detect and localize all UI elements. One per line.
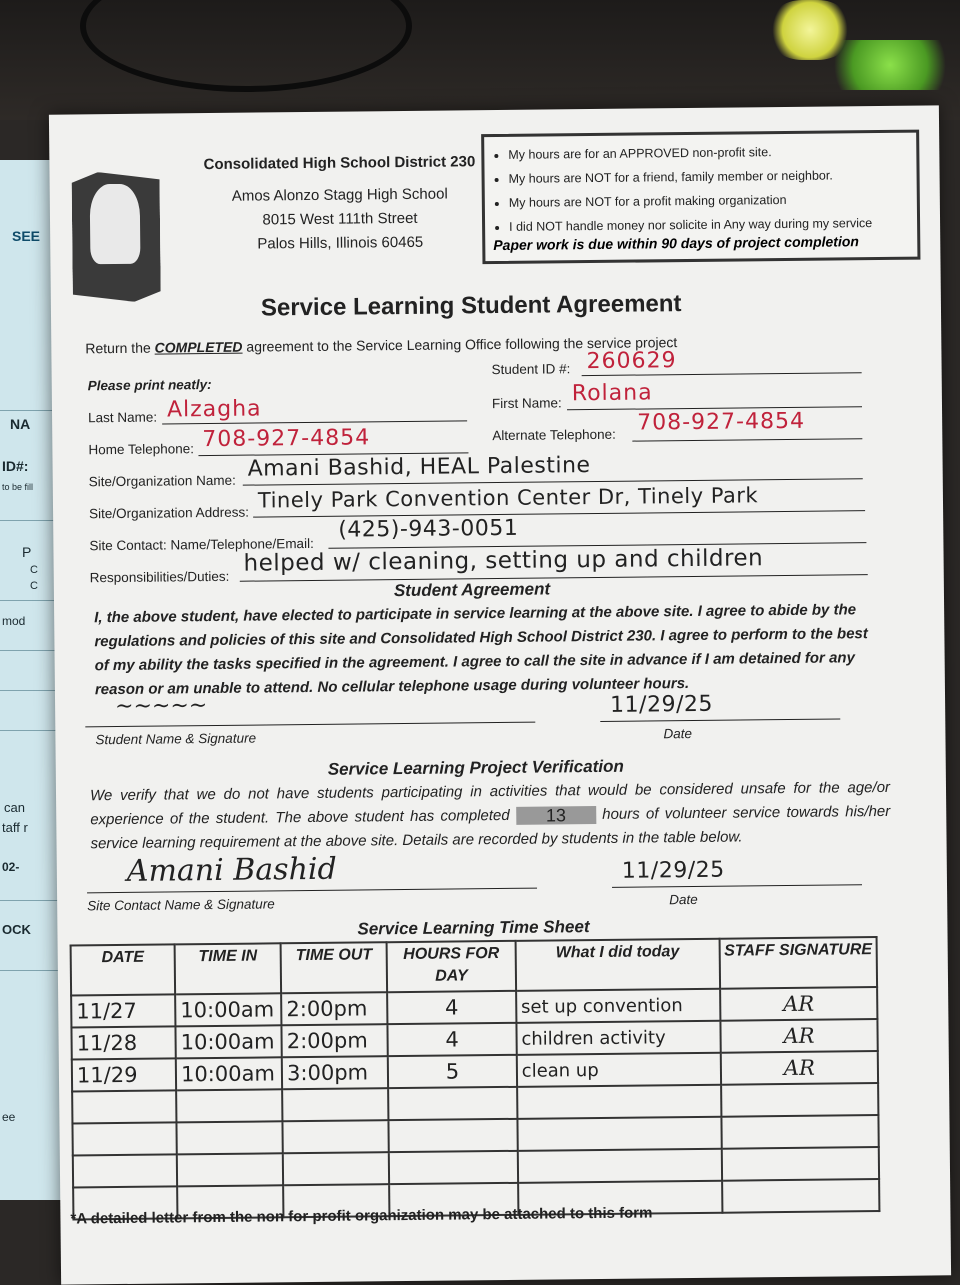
- site-contact-value[interactable]: (425)-943-0051: [338, 515, 519, 543]
- site-contact-date-label: Date: [669, 891, 698, 908]
- side-text: can: [4, 800, 25, 815]
- header-time-in: TIME IN: [175, 943, 282, 994]
- cell-staff-signature[interactable]: AR: [721, 1051, 878, 1085]
- verification-text: We verify that we do not have students participating in activities that would be considered unsafe for the age/or experience of the student. The above student has completed 13 hours of volunteer service towards his/her service learning requirement at the above site. Details are recorded by students in the table below.: [89, 778, 891, 853]
- school-name: Amos Alonzo Stagg High School: [231, 185, 448, 205]
- cell-time-out[interactable]: [283, 1120, 389, 1153]
- district-name: Consolidated High School District 230: [203, 153, 476, 174]
- header-time-out: TIME OUT: [281, 942, 388, 993]
- cell-date[interactable]: [73, 1154, 177, 1187]
- cell-activity[interactable]: [518, 1149, 722, 1183]
- school-street: 8015 West 111th Street: [262, 209, 418, 229]
- cell-activity[interactable]: [517, 1085, 721, 1119]
- duties-value[interactable]: helped w/ cleaning, setting up and children: [243, 545, 764, 577]
- footnote: *A detailed letter from the non for profit organization may be attached to this form: [70, 1204, 653, 1228]
- site-contact-label: Site Contact: Name/Telephone/Email:: [89, 535, 314, 554]
- cell-time-out[interactable]: [282, 1088, 388, 1121]
- duties-label: Responsibilities/Duties:: [89, 568, 230, 586]
- cell-hours[interactable]: [389, 1119, 518, 1152]
- cell-time-out[interactable]: 2:00pm: [282, 1024, 388, 1057]
- cell-staff-signature[interactable]: AR: [720, 987, 877, 1021]
- side-text: P: [22, 544, 32, 560]
- checklist-item: • My hours are NOT for a profit making organization: [509, 187, 917, 215]
- cell-time-in[interactable]: [177, 1153, 283, 1186]
- cell-staff-signature[interactable]: [721, 1115, 878, 1149]
- side-text: C: [30, 580, 38, 592]
- cell-date[interactable]: 11/28: [71, 1026, 175, 1059]
- form-title: Service Learning Student Agreement: [260, 290, 682, 322]
- print-neatly-label: Please print neatly:: [87, 377, 212, 394]
- alternate-telephone-value[interactable]: 708-927-4854: [637, 408, 806, 436]
- student-date-label: Date: [663, 725, 693, 742]
- hours-completed-value[interactable]: 13: [516, 806, 596, 825]
- side-text: mod: [2, 614, 26, 628]
- site-name-value[interactable]: Amani Bashid, HEAL Palestine: [247, 453, 591, 482]
- cell-staff-signature[interactable]: [721, 1083, 878, 1117]
- verification-title: Service Learning Project Verification: [327, 756, 624, 779]
- cell-time-in[interactable]: [176, 1089, 282, 1122]
- due-note: Paper work is due within 90 days of project completion: [493, 233, 859, 254]
- mustang-icon: [90, 184, 141, 265]
- side-text: C: [30, 564, 38, 576]
- cell-staff-signature[interactable]: AR: [720, 1019, 877, 1053]
- cell-time-out[interactable]: [283, 1152, 389, 1185]
- cell-date[interactable]: 11/29: [72, 1058, 176, 1091]
- site-name-label: Site/Organization Name:: [88, 472, 236, 490]
- side-text: ID#:: [2, 458, 29, 474]
- first-name-value[interactable]: Rolana: [571, 380, 653, 407]
- header-activity: What I did today: [515, 939, 720, 991]
- side-text: taff r: [2, 820, 28, 835]
- student-id-label: Student ID #:: [491, 361, 571, 378]
- student-id-value[interactable]: 260629: [586, 348, 677, 375]
- site-contact-signature: Amani Bashid: [126, 851, 337, 889]
- cell-time-in[interactable]: 10:00am: [176, 1057, 282, 1090]
- cell-time-in[interactable]: [177, 1121, 283, 1154]
- header-staff-signature: STAFF SIGNATURE: [719, 937, 877, 989]
- site-contact-signature-label: Site Contact Name & Signature: [87, 896, 275, 914]
- timesheet-table: [70, 936, 881, 1220]
- student-signature-label: Student Name & Signature: [95, 730, 257, 748]
- side-text: SEE: [12, 228, 41, 244]
- cell-time-out[interactable]: 2:00pm: [281, 992, 387, 1025]
- timesheet-title: Service Learning Time Sheet: [357, 917, 590, 939]
- cell-hours[interactable]: [389, 1151, 518, 1184]
- side-text: 02-: [2, 860, 20, 874]
- cell-staff-signature[interactable]: [722, 1147, 879, 1181]
- school-city: Palos Hills, Illinois 60465: [257, 233, 424, 253]
- cell-activity[interactable]: children activity: [516, 1021, 720, 1055]
- cell-staff-signature[interactable]: [722, 1179, 879, 1213]
- checklist-box: [481, 130, 920, 265]
- cell-activity[interactable]: clean up: [517, 1053, 721, 1087]
- cell-date[interactable]: [72, 1122, 176, 1155]
- checklist-item: • I did NOT handle money nor solicite in Any way during my service: [509, 211, 917, 239]
- site-contact-date-value[interactable]: 11/29/25: [621, 857, 725, 884]
- cell-date[interactable]: 11/27: [71, 994, 175, 1027]
- side-text: ee: [2, 1110, 16, 1124]
- cell-activity[interactable]: [517, 1117, 721, 1151]
- site-address-label: Site/Organization Address:: [89, 504, 249, 522]
- student-agreement-text: I, the above student, have elected to participate in service learning at the above site. I agree to abide by the regulations and policies of this site and Consolidated High School District 230. I agree to perform to the best of my ability the tasks specified in the agreement. I agree to call the site in advance if I am detained for any reason or am unable to attend. No cellular telephone usage during volunteer hours.: [94, 601, 868, 699]
- first-name-label: First Name:: [491, 395, 562, 412]
- header-hours: HOURS FOR DAY: [387, 941, 516, 992]
- cell-date[interactable]: [72, 1090, 176, 1123]
- cell-time-in[interactable]: 10:00am: [175, 993, 281, 1026]
- cell-hours[interactable]: 4: [387, 991, 516, 1024]
- school-address: [199, 150, 480, 257]
- header-date: DATE: [71, 944, 176, 995]
- student-date-value[interactable]: 11/29/25: [609, 691, 714, 718]
- side-text: to be fill: [2, 482, 34, 492]
- site-address-value[interactable]: Tinely Park Convention Center Dr, Tinely Park: [257, 483, 759, 513]
- side-text: OCK: [2, 922, 31, 937]
- light-bulb-green: [820, 40, 960, 90]
- last-name-label: Last Name:: [87, 409, 158, 426]
- checklist-item: • My hours are for an APPROVED non-profit site.: [508, 139, 916, 167]
- cell-hours[interactable]: 5: [388, 1055, 517, 1088]
- home-telephone-value[interactable]: 708-927-4854: [202, 425, 371, 453]
- cell-time-out[interactable]: 3:00pm: [282, 1056, 388, 1089]
- cell-hours[interactable]: [388, 1087, 517, 1120]
- student-agreement-title: Student Agreement: [393, 579, 551, 601]
- student-signature: ~~~~~: [114, 693, 208, 720]
- last-name-value[interactable]: Alzagha: [166, 396, 262, 423]
- checklist-item: • My hours are NOT for a friend, family member or neighbor.: [508, 163, 916, 191]
- alternate-telephone-label: Alternate Telephone:: [492, 426, 616, 444]
- timesheet-header-row: [71, 937, 877, 995]
- cell-activity[interactable]: set up convention: [516, 989, 720, 1023]
- cell-time-in[interactable]: 10:00am: [176, 1025, 282, 1058]
- cell-hours[interactable]: 4: [388, 1023, 517, 1056]
- home-telephone-label: Home Telephone:: [88, 441, 195, 458]
- return-note: Return the COMPLETED agreement to the Service Learning Office following the service project: [85, 334, 678, 357]
- side-text: NA: [10, 416, 31, 432]
- service-learning-form: [49, 105, 951, 1284]
